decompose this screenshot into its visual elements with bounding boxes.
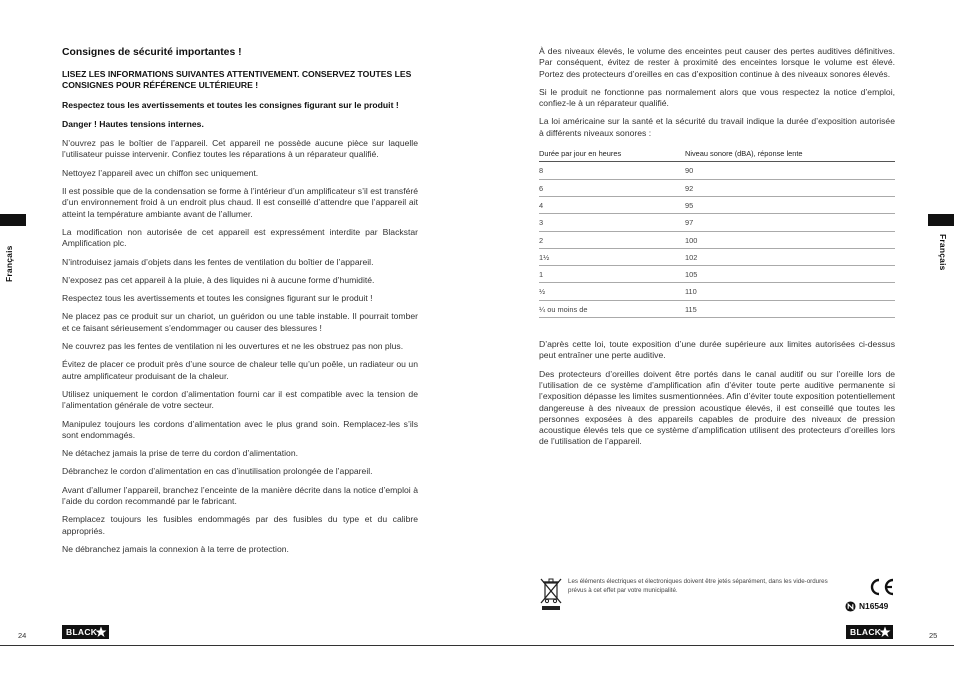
paragraph: Débranchez le cordon d’alimentation en cas d’inutilisation prolongée de l’appareil.	[62, 466, 373, 477]
level-cell: 90	[685, 162, 895, 179]
star-icon	[879, 626, 891, 638]
level-cell: 115	[685, 300, 895, 317]
duration-cell: 4	[539, 196, 685, 213]
table-row	[539, 214, 895, 231]
level-cell: 105	[685, 266, 895, 283]
duration-cell: 2	[539, 231, 685, 248]
paragraph: N’exposez pas cet appareil à la pluie, à des liquides ni à aucune forme d’humidité.	[62, 274, 375, 285]
ce-mark-icon	[866, 577, 896, 597]
paragraph: Il est possible que de la condensation se forme à l’intérieur d’un amplificateur s’il est transféré d’un environnement froid à un endroit plus chaud. Il est conseillé d’attendre que l’appareil ait atteint la température ambiante avant de l’allumer.	[62, 186, 418, 219]
table-row	[539, 196, 895, 213]
tab-label: Français	[4, 245, 14, 282]
hearing-paragraphs-top	[539, 46, 895, 139]
language-tab-left	[0, 214, 26, 292]
table-row	[539, 179, 895, 196]
noise-exposure-table	[539, 146, 895, 318]
duration-cell: 3	[539, 214, 685, 231]
paragraph: Ne placez pas ce produit sur un chariot, un guéridon ou une table instable. Il pourrait tomber et ce faisant sérieusement s’endommager ou causer des blessures !	[62, 311, 418, 333]
language-tab-right	[928, 214, 954, 292]
tab-bar	[0, 214, 26, 226]
paragraph: N’introduisez jamais d’objets dans les fentes de ventilation du boîtier de l’appareil.	[62, 256, 374, 267]
rcm-mark	[845, 600, 905, 612]
paragraph: Remplacez toujours les fusibles endommagés par des fusibles du type et du calibre appropriés.	[62, 514, 418, 536]
paragraph: La loi américaine sur la santé et la sécurité du travail indique la durée d’exposition autorisée à différents niveaux sonores :	[539, 116, 895, 138]
page-title: Consignes de sécurité importantes !	[62, 47, 242, 58]
table-row	[539, 266, 895, 283]
paragraph: Manipulez toujours les cordons d’alimentation avec le plus grand soin. Remplacez-les s’ils sont endommagés.	[62, 418, 418, 440]
tab-bar	[928, 214, 954, 226]
paragraph: Avant d’allumer l’appareil, branchez l’enceinte de la manière décrite dans la notice d’emploi à l’aide du cordon recommandé par le fabricant.	[62, 484, 418, 507]
duration-cell: ½	[539, 283, 685, 300]
weee-notice: Les éléments électriques et électroniques doivent être jetés séparément, dans les vide-ordures prévus à cet effet par votre municipalité.	[568, 578, 828, 594]
level-cell: 97	[685, 214, 895, 231]
paragraph: Si le produit ne fonctionne pas normalement alors que vous respectez la notice d’emploi, confiez-le à un réparateur qualifié.	[539, 86, 895, 109]
paragraph: Respectez tous les avertissements et toutes les consignes figurant sur le produit !	[62, 293, 373, 304]
warning-respect-instructions: Respectez tous les avertissements et toutes les consignes figurant sur le produit !	[62, 99, 399, 110]
duration-cell: 1½	[539, 248, 685, 265]
column-header-level: Niveau sonore (dBA), réponse lente	[685, 146, 895, 162]
blackstar-logo	[846, 625, 893, 639]
duration-cell: ¼ ou moins de	[539, 300, 685, 317]
footer-divider	[477, 645, 954, 646]
tab-label: Français	[938, 234, 948, 271]
logo-text: BLACK	[850, 627, 882, 637]
safety-paragraphs	[62, 138, 418, 555]
level-cell: 95	[685, 196, 895, 213]
table-row	[539, 162, 895, 179]
column-header-duration: Durée par jour en heures	[539, 146, 685, 162]
paragraph: Ne débranchez jamais la connexion à la terre de protection.	[62, 543, 289, 554]
level-cell: 110	[685, 283, 895, 300]
crossed-bin-icon	[540, 577, 562, 611]
warning-high-voltage: Danger ! Hautes tensions internes.	[62, 118, 204, 129]
star-icon	[95, 626, 107, 638]
table-row	[539, 248, 895, 265]
logo-text: BLACK	[66, 627, 98, 637]
table-row	[539, 283, 895, 300]
level-cell: 92	[685, 179, 895, 196]
rcm-number: N16549	[859, 601, 889, 611]
hearing-column	[539, 46, 895, 455]
warning-read-instructions: LISEZ LES INFORMATIONS SUIVANTES ATTENTIVEMENT. CONSERVEZ TOUTES LES CONSIGNES POUR RÉFÉRENCE ULTÉRIEURE !	[62, 69, 412, 91]
paragraph: Ne couvrez pas les fentes de ventilation ni les ouvertures et ne les obstruez pas non plus.	[62, 341, 404, 352]
table-row	[539, 231, 895, 248]
duration-cell: 6	[539, 179, 685, 196]
page-number: 24	[18, 631, 27, 640]
paragraph: Ne détachez jamais la prise de terre du cordon d’alimentation.	[62, 448, 298, 459]
paragraph: Évitez de placer ce produit près d’une source de chaleur telle qu’un poêle, un radiateur ou un autre amplificateur produisant de la chaleur.	[62, 359, 418, 381]
footer-divider	[0, 645, 477, 646]
page-number: 25	[929, 631, 938, 640]
paragraph: Utilisez uniquement le cordon d’alimentation fourni car il est compatible avec la tension de l’alimentation générale de votre secteur.	[62, 388, 418, 411]
paragraph: Des protecteurs d’oreilles doivent être portés dans le canal auditif ou sur l’oreille lors de l’utilisation de ce système d’amplification afin d’éviter toute perte auditive permanente si l’exposition dépasse les limites susmentionnées. Afin d’éviter toute exposition potentiellement dangereuse à des niveaux de pression acoustique élevés, il est conseillé que toutes les personnes exposées à des appareils capables de produire des niveaux de pression acoustique élevés tels que ce système d’amplification utilisent des protecteurs d’oreilles lors de l’utilisation de l’appareil.	[539, 368, 895, 447]
duration-cell: 8	[539, 162, 685, 179]
level-cell: 102	[685, 248, 895, 265]
hearing-paragraphs-bottom	[539, 339, 895, 448]
rcm-icon	[845, 601, 856, 612]
paragraph: D’après cette loi, toute exposition d’une durée supérieure aux limites autorisées ci-dessus peut entraîner une perte auditive.	[539, 339, 895, 361]
duration-cell: 1	[539, 266, 685, 283]
table-row	[539, 300, 895, 317]
blackstar-logo	[62, 625, 109, 639]
paragraph: Nettoyez l’appareil avec un chiffon sec uniquement.	[62, 167, 259, 178]
table-header-row	[539, 146, 895, 162]
level-cell: 100	[685, 231, 895, 248]
paragraph: La modification non autorisée de cet appareil est expressément interdite par Blackstar Amplification plc.	[62, 226, 418, 249]
safety-column	[62, 46, 418, 562]
paragraph: N’ouvrez pas le boîtier de l’appareil. Cet appareil ne possède aucune pièce sur laquelle l’utilisateur puisse intervenir. Confiez toutes les réparations à un réparateur qualifié.	[62, 138, 418, 160]
paragraph: À des niveaux élevés, le volume des enceintes peut causer des pertes auditives définitives. Par conséquent, évitez de rester à proximité des enceintes lorsque le volume est élevé. Portez des protecteurs d’oreilles en cas d’exposition continue à des niveaux sonores élevés.	[539, 46, 895, 79]
right-page	[477, 0, 954, 677]
